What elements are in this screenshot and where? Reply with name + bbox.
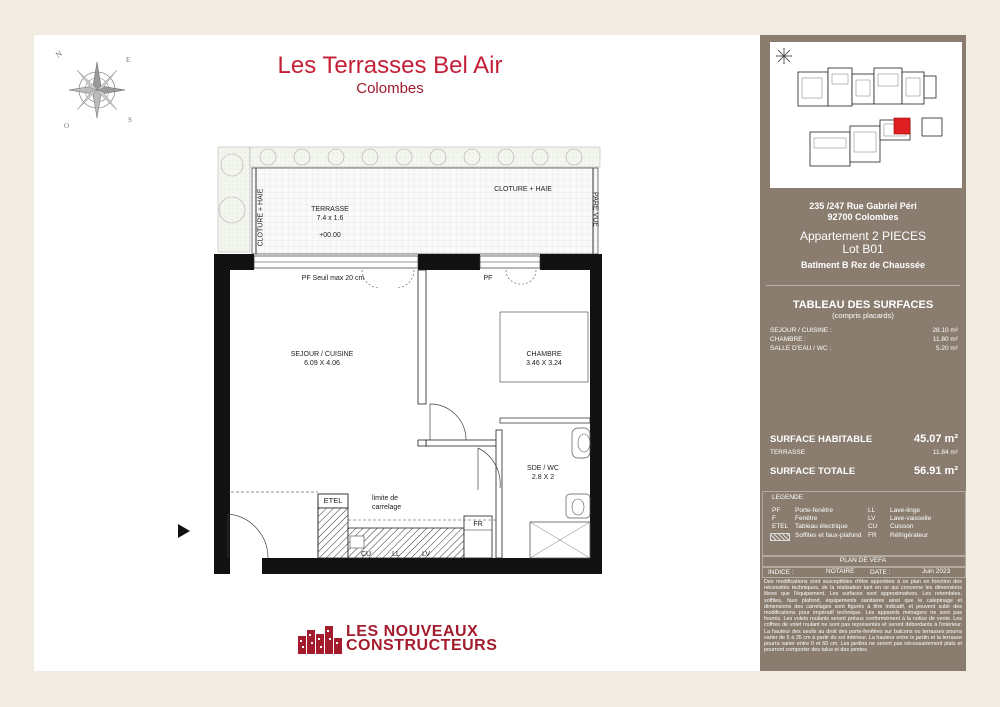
legend-text: Lave-linge: [890, 507, 920, 514]
sde-dims: 2.8 X 2: [531, 474, 555, 481]
room-name: SEJOUR / CUISINE :: [770, 327, 832, 334]
etel-label: ETEL: [323, 496, 343, 505]
terrasse-value: 11.84 m²: [932, 449, 958, 456]
surface-totale-label: SURFACE TOTALE: [770, 466, 856, 477]
date-value: Juin 2023: [922, 568, 951, 575]
surfaces-table-title: TABLEAU DES SURFACES: [792, 299, 934, 311]
surface-row: [770, 336, 958, 343]
chambre-name: CHAMBRE: [526, 351, 562, 358]
svg-text:O: O: [64, 122, 70, 130]
north-star-icon: [776, 48, 792, 64]
pf-chambre-label: PF: [483, 275, 493, 282]
legend-text: Cuisson: [890, 523, 914, 530]
terrasse-row: [770, 449, 958, 456]
sejour-dims: 6.09 X 4.06: [304, 360, 340, 367]
pare-vue-label: PARE VUE: [591, 192, 599, 227]
legend-code: ETEL: [772, 523, 789, 530]
entrance-arrow-icon: [178, 524, 190, 538]
legend-code: F: [772, 515, 776, 522]
surface-habitable-row: [770, 434, 958, 445]
address-line1: 235 /247 Rue Gabriel Péri: [809, 201, 917, 211]
pf-seuil-label: PF Seuil max 20 cm: [301, 275, 365, 282]
lot-highlight: [894, 118, 910, 134]
garden-top: [250, 147, 600, 167]
vefa-block: [762, 556, 964, 578]
lv-label: LV: [421, 551, 431, 558]
terrace-dims: 7.4 x 1.6: [316, 215, 344, 222]
legend-text: Lave-vaisselle: [890, 515, 932, 522]
brand-logo-icon: [298, 624, 342, 654]
bed: [500, 312, 588, 382]
room-name: CHAMBRE :: [770, 336, 807, 343]
surfaces-table-subtitle: (compris placards): [832, 311, 894, 320]
room-surface: 28.10 m²: [932, 327, 958, 334]
vefa-title: PLAN DE VEFA: [839, 557, 887, 564]
key-plan: [770, 42, 962, 188]
limite-carrelage-label: limite de carrelage: [372, 495, 402, 511]
legend-text: Tableau électrique: [795, 523, 848, 530]
sejour-name: SEJOUR / CUISINE: [290, 351, 354, 358]
apartment-type: Appartement 2 PIECES: [799, 229, 927, 243]
apartment-info: [760, 230, 966, 256]
garden-left: [218, 147, 250, 252]
surface-totale-value: 56.91 m²: [913, 465, 958, 477]
chambre-dims: 3.46 X 3.24: [526, 360, 562, 367]
project-city: Colombes: [356, 80, 424, 97]
sde-name: SDE / WC: [527, 465, 559, 472]
disclaimer-notes: Des modifications sont susceptibles d'être apportées à ce plan en fonction des nécessités techniques, de la réalisation tant en ce qui concerne les dimensions libres que l'équipement. Les surfaces sont approximatives. Les retombées, soffites, faux plafond, équipements sanitaires ainsi que le calepinage et dimensions des carrelages sont figurés à titre indicatif, et peuvent subir des modifications pour impératif technique. Les appareils ménagers ne sont pas fournis. Les volets roulants seront prévus conformément à la notice de vente. Les coffres de volet roulant ne sont pas représentés et seront débordants à l'intérieur. La hauteur des seuils au droit des porte-fenêtres sur balcons ou terrasses pourra varier de 5 à 35 cm à partir du sol intérieur. La hauteur entre le jardin et la terrasse pourra varier entre 0 et 60 cm. Les jardins ne seront pas nécessairement plats et pourront comporter des talus et des pentes.: [764, 579, 962, 654]
address-line2: 92700 Colombes: [827, 212, 899, 222]
svg-text:S: S: [128, 116, 132, 124]
surface-row: [770, 345, 958, 352]
terrace-level: +00.00: [319, 232, 341, 239]
room-surface: 11.80 m²: [932, 336, 958, 343]
svg-text:E: E: [126, 56, 131, 64]
legend-code: PF: [772, 507, 781, 514]
notaire-label: NOTAIRE: [826, 568, 855, 575]
building-info: Batiment B Rez de Chaussée: [800, 260, 926, 270]
brand-line1: LES NOUVEAUX: [346, 623, 479, 640]
legend-code: CU: [868, 523, 878, 530]
date-label: DATE :: [870, 569, 891, 576]
surface-habitable-value: 45.07 m²: [913, 433, 958, 445]
cu-label: CU: [360, 551, 372, 558]
svg-text:N: N: [53, 48, 64, 60]
divider: [766, 285, 960, 286]
indice-label: INDICE :: [768, 569, 794, 576]
brand-line2: CONSTRUCTEURS: [346, 637, 498, 654]
legend-text: Réfrigérateur: [890, 532, 928, 539]
fr-label: FR: [473, 521, 483, 528]
terrace-name: TERRASSE: [311, 206, 349, 213]
legend-text: Porte-fenêtre: [795, 507, 833, 514]
legend-text: Fenêtre: [795, 515, 818, 522]
terrasse-label: TERRASSE: [770, 449, 806, 456]
room-surface: 5.20 m²: [935, 345, 958, 352]
legend-text: Soffites et faux-plafond: [795, 532, 862, 539]
fence-top-label: CLOTURE + HAIE: [494, 186, 552, 193]
legend-code: FR: [868, 532, 877, 539]
lot-number: Lot B01: [842, 242, 884, 256]
fence-left-label: CLOTURE + HAIE: [257, 188, 265, 247]
address: [760, 201, 966, 223]
surface-totale-row: [770, 466, 958, 477]
project-title: Les Terrasses Bel Air: [277, 52, 503, 79]
legend-code: LV: [868, 515, 876, 522]
room-name: SALLE D'EAU / WC :: [770, 345, 832, 352]
legend-code: LL: [868, 507, 876, 514]
surface-habitable-label: SURFACE HABITABLE: [770, 434, 873, 445]
legend-title: LEGENDE: [772, 494, 804, 501]
surface-row: [770, 327, 958, 334]
hatch-swatch-icon: [770, 533, 790, 541]
ll-label: LL: [392, 551, 400, 558]
